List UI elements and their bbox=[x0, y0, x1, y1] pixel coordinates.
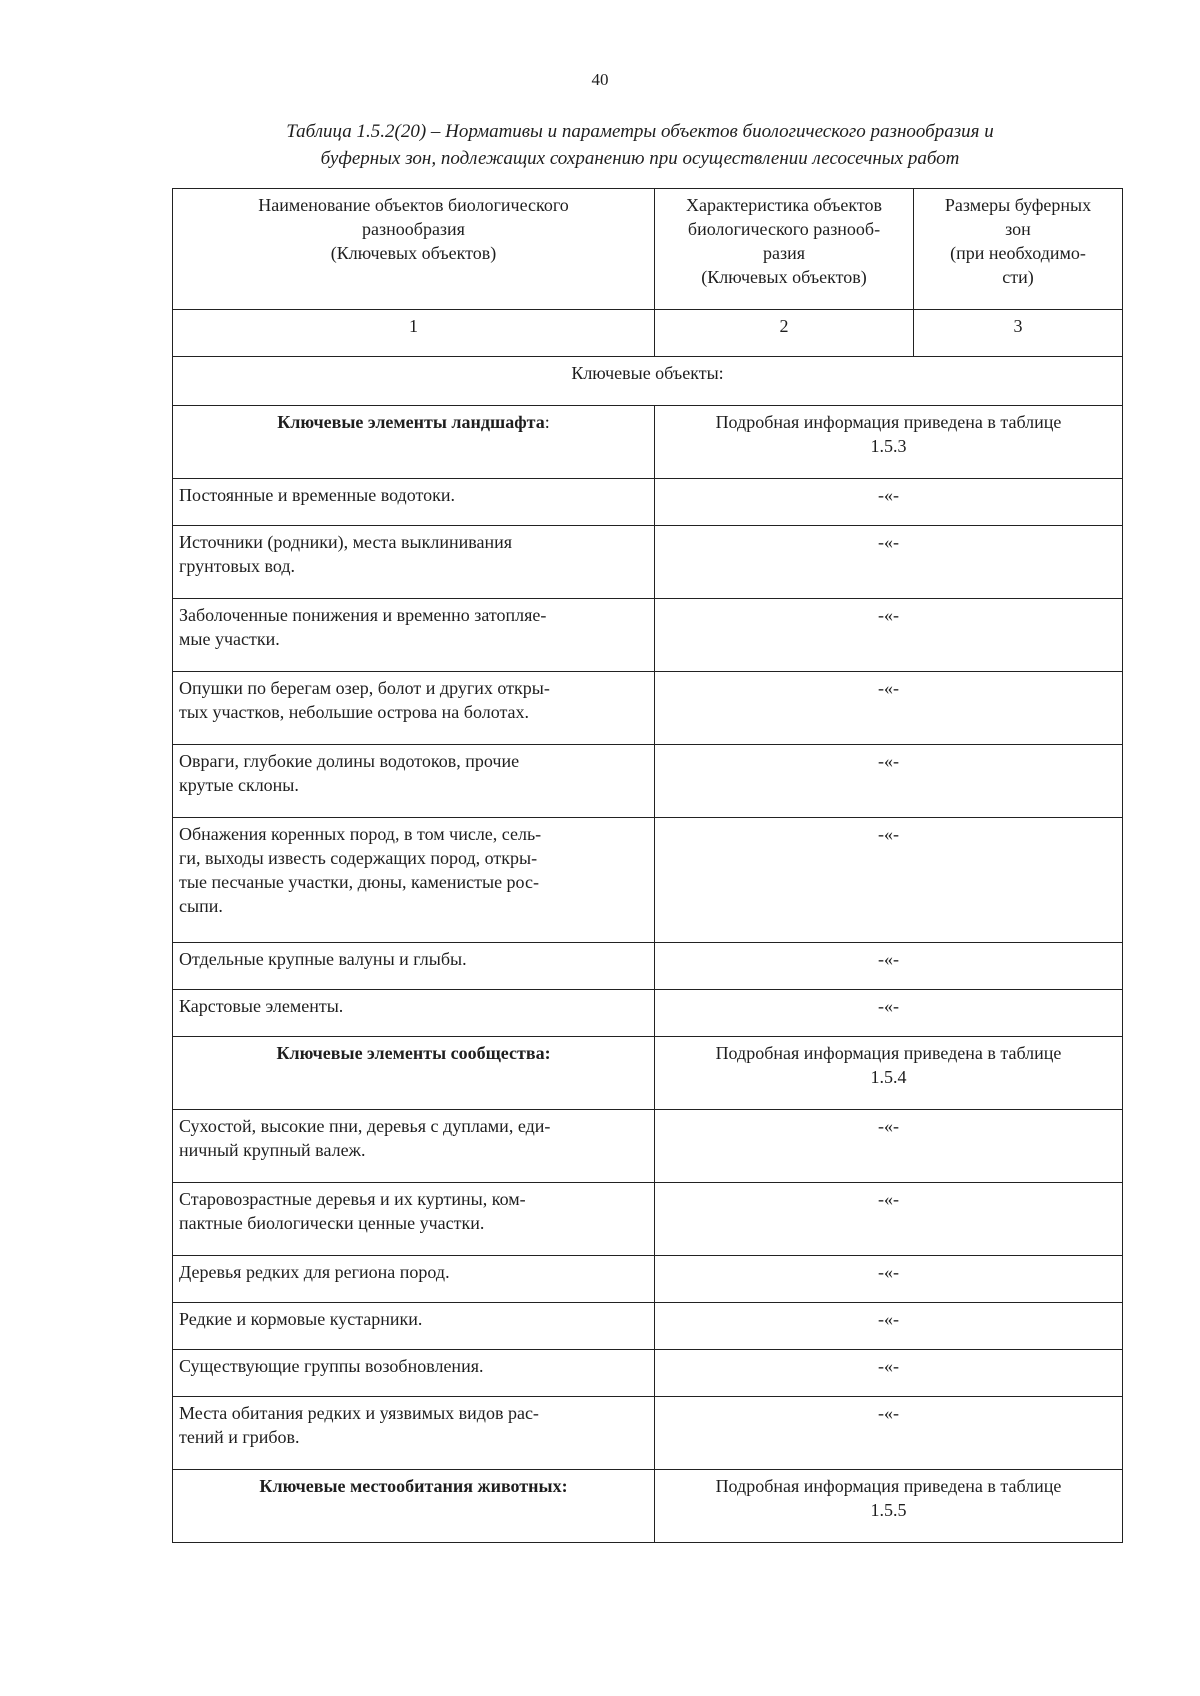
group-reference bbox=[655, 1037, 1123, 1110]
object-name-line: Овраги, глубокие долины водотоков, прочие bbox=[179, 751, 520, 771]
object-name bbox=[173, 1397, 655, 1470]
table-row bbox=[173, 1256, 1123, 1303]
section-title: Ключевые объекты: bbox=[173, 357, 1123, 406]
table-header-row bbox=[173, 189, 1123, 310]
table-row bbox=[173, 990, 1123, 1037]
object-name-line: Источники (родники), места выклинивания bbox=[179, 532, 513, 552]
object-name bbox=[173, 1256, 655, 1303]
group-name bbox=[173, 1470, 655, 1543]
object-name-line: Старовозрастные деревья и их куртины, ком- bbox=[179, 1189, 526, 1209]
ditto-mark: -«- bbox=[655, 1256, 1123, 1303]
table-row bbox=[173, 1397, 1123, 1470]
ditto-mark: -«- bbox=[655, 599, 1123, 672]
group-name-text: Ключевые элементы ландшафта bbox=[277, 412, 545, 432]
object-name bbox=[173, 1110, 655, 1183]
caption-line: Таблица 1.5.2(20) – Нормативы и параметры объектов биологического разнообразия и bbox=[286, 121, 994, 142]
page-number: 40 bbox=[591, 70, 609, 89]
group-row bbox=[173, 1037, 1123, 1110]
ditto-mark: -«- bbox=[655, 1110, 1123, 1183]
object-name bbox=[173, 672, 655, 745]
object-name-line: Заболоченные понижения и временно затопляе- bbox=[179, 605, 547, 625]
column-number-row bbox=[173, 310, 1123, 357]
biodiversity-table bbox=[172, 188, 1123, 1543]
object-name bbox=[173, 1350, 655, 1397]
object-name-line: мые участки. bbox=[179, 629, 280, 649]
ditto-mark: -«- bbox=[655, 1303, 1123, 1350]
object-name-line: пактные биологически ценные участки. bbox=[179, 1213, 485, 1233]
group-reference bbox=[655, 406, 1123, 479]
object-name-line: Обнажения коренных пород, в том числе, сель- bbox=[179, 824, 542, 844]
table-row bbox=[173, 672, 1123, 745]
header-cell-buffer-size: Размеры буферных зон (при необходимо- сти) bbox=[914, 189, 1123, 310]
object-name-line: крутые склоны. bbox=[179, 775, 299, 795]
object-name-line: тые песчаные участки, дюны, каменистые рос- bbox=[179, 872, 539, 892]
ditto-mark: -«- bbox=[655, 745, 1123, 818]
object-name bbox=[173, 990, 655, 1037]
column-number: 3 bbox=[914, 310, 1123, 357]
ditto-mark: -«- bbox=[655, 526, 1123, 599]
group-name-text: Ключевые элементы сообщества: bbox=[276, 1043, 551, 1063]
ditto-mark: -«- bbox=[655, 479, 1123, 526]
table-row bbox=[173, 943, 1123, 990]
ditto-mark: -«- bbox=[655, 1397, 1123, 1470]
object-name-line: ничный крупный валеж. bbox=[179, 1140, 366, 1160]
ditto-mark: -«- bbox=[655, 818, 1123, 943]
group-reference bbox=[655, 1470, 1123, 1543]
column-number: 1 bbox=[173, 310, 655, 357]
ditto-mark: -«- bbox=[655, 990, 1123, 1037]
table-row bbox=[173, 1110, 1123, 1183]
ditto-mark: -«- bbox=[655, 672, 1123, 745]
group-reference-line: Подробная информация приведена в таблице bbox=[715, 412, 1062, 432]
group-row bbox=[173, 1470, 1123, 1543]
object-name-line: Существующие группы возобновления. bbox=[179, 1356, 484, 1376]
column-number: 2 bbox=[655, 310, 914, 357]
header-cell-name: Наименование объектов биологического разнообразия (Ключевых объектов) bbox=[173, 189, 655, 310]
object-name bbox=[173, 943, 655, 990]
object-name-line: Отдельные крупные валуны и глыбы. bbox=[179, 949, 467, 969]
object-name-line: Сухостой, высокие пни, деревья с дуплами, еди- bbox=[179, 1116, 551, 1136]
object-name-line: Редкие и кормовые кустарники. bbox=[179, 1309, 423, 1329]
object-name-line: ги, выходы известь содержащих пород, откры- bbox=[179, 848, 538, 868]
object-name-line: Места обитания редких и уязвимых видов рас- bbox=[179, 1403, 539, 1423]
group-reference-line: 1.5.4 bbox=[870, 1067, 907, 1087]
object-name bbox=[173, 1303, 655, 1350]
table-row bbox=[173, 818, 1123, 943]
group-name bbox=[173, 1037, 655, 1110]
group-reference-line: 1.5.5 bbox=[870, 1500, 907, 1520]
object-name bbox=[173, 1183, 655, 1256]
object-name bbox=[173, 745, 655, 818]
object-name bbox=[173, 526, 655, 599]
section-title-row bbox=[173, 357, 1123, 406]
group-reference-line: Подробная информация приведена в таблице bbox=[715, 1476, 1062, 1496]
object-name bbox=[173, 479, 655, 526]
table-row bbox=[173, 1350, 1123, 1397]
table-caption bbox=[150, 118, 1130, 172]
group-reference-line: Подробная информация приведена в таблице bbox=[715, 1043, 1062, 1063]
group-name-text: Ключевые местообитания животных: bbox=[259, 1476, 568, 1496]
table-row bbox=[173, 599, 1123, 672]
header-cell-characteristics: Характеристика объектов биологического разнооб- разия (Ключевых объектов) bbox=[655, 189, 914, 310]
table-row bbox=[173, 745, 1123, 818]
ditto-mark: -«- bbox=[655, 1350, 1123, 1397]
table-row bbox=[173, 1183, 1123, 1256]
object-name-line: Постоянные и временные водотоки. bbox=[179, 485, 455, 505]
group-row bbox=[173, 406, 1123, 479]
group-name-suffix: : bbox=[544, 412, 550, 432]
object-name-line: тений и грибов. bbox=[179, 1427, 300, 1447]
table-row bbox=[173, 526, 1123, 599]
object-name-line: тых участков, небольшие острова на болотах. bbox=[179, 702, 530, 722]
caption-line: буферных зон, подлежащих сохранению при осуществлении лесосечных работ bbox=[320, 148, 960, 169]
table-row bbox=[173, 479, 1123, 526]
table-row bbox=[173, 1303, 1123, 1350]
object-name-line: Карстовые элементы. bbox=[179, 996, 344, 1016]
object-name-line: сыпи. bbox=[179, 896, 223, 916]
ditto-mark: -«- bbox=[655, 1183, 1123, 1256]
object-name-line: Опушки по берегам озер, болот и других откры- bbox=[179, 678, 550, 698]
object-name bbox=[173, 818, 655, 943]
object-name-line: Деревья редких для региона пород. bbox=[179, 1262, 450, 1282]
object-name bbox=[173, 599, 655, 672]
group-reference-line: 1.5.3 bbox=[870, 436, 907, 456]
group-name bbox=[173, 406, 655, 479]
object-name-line: грунтовых вод. bbox=[179, 556, 296, 576]
ditto-mark: -«- bbox=[655, 943, 1123, 990]
